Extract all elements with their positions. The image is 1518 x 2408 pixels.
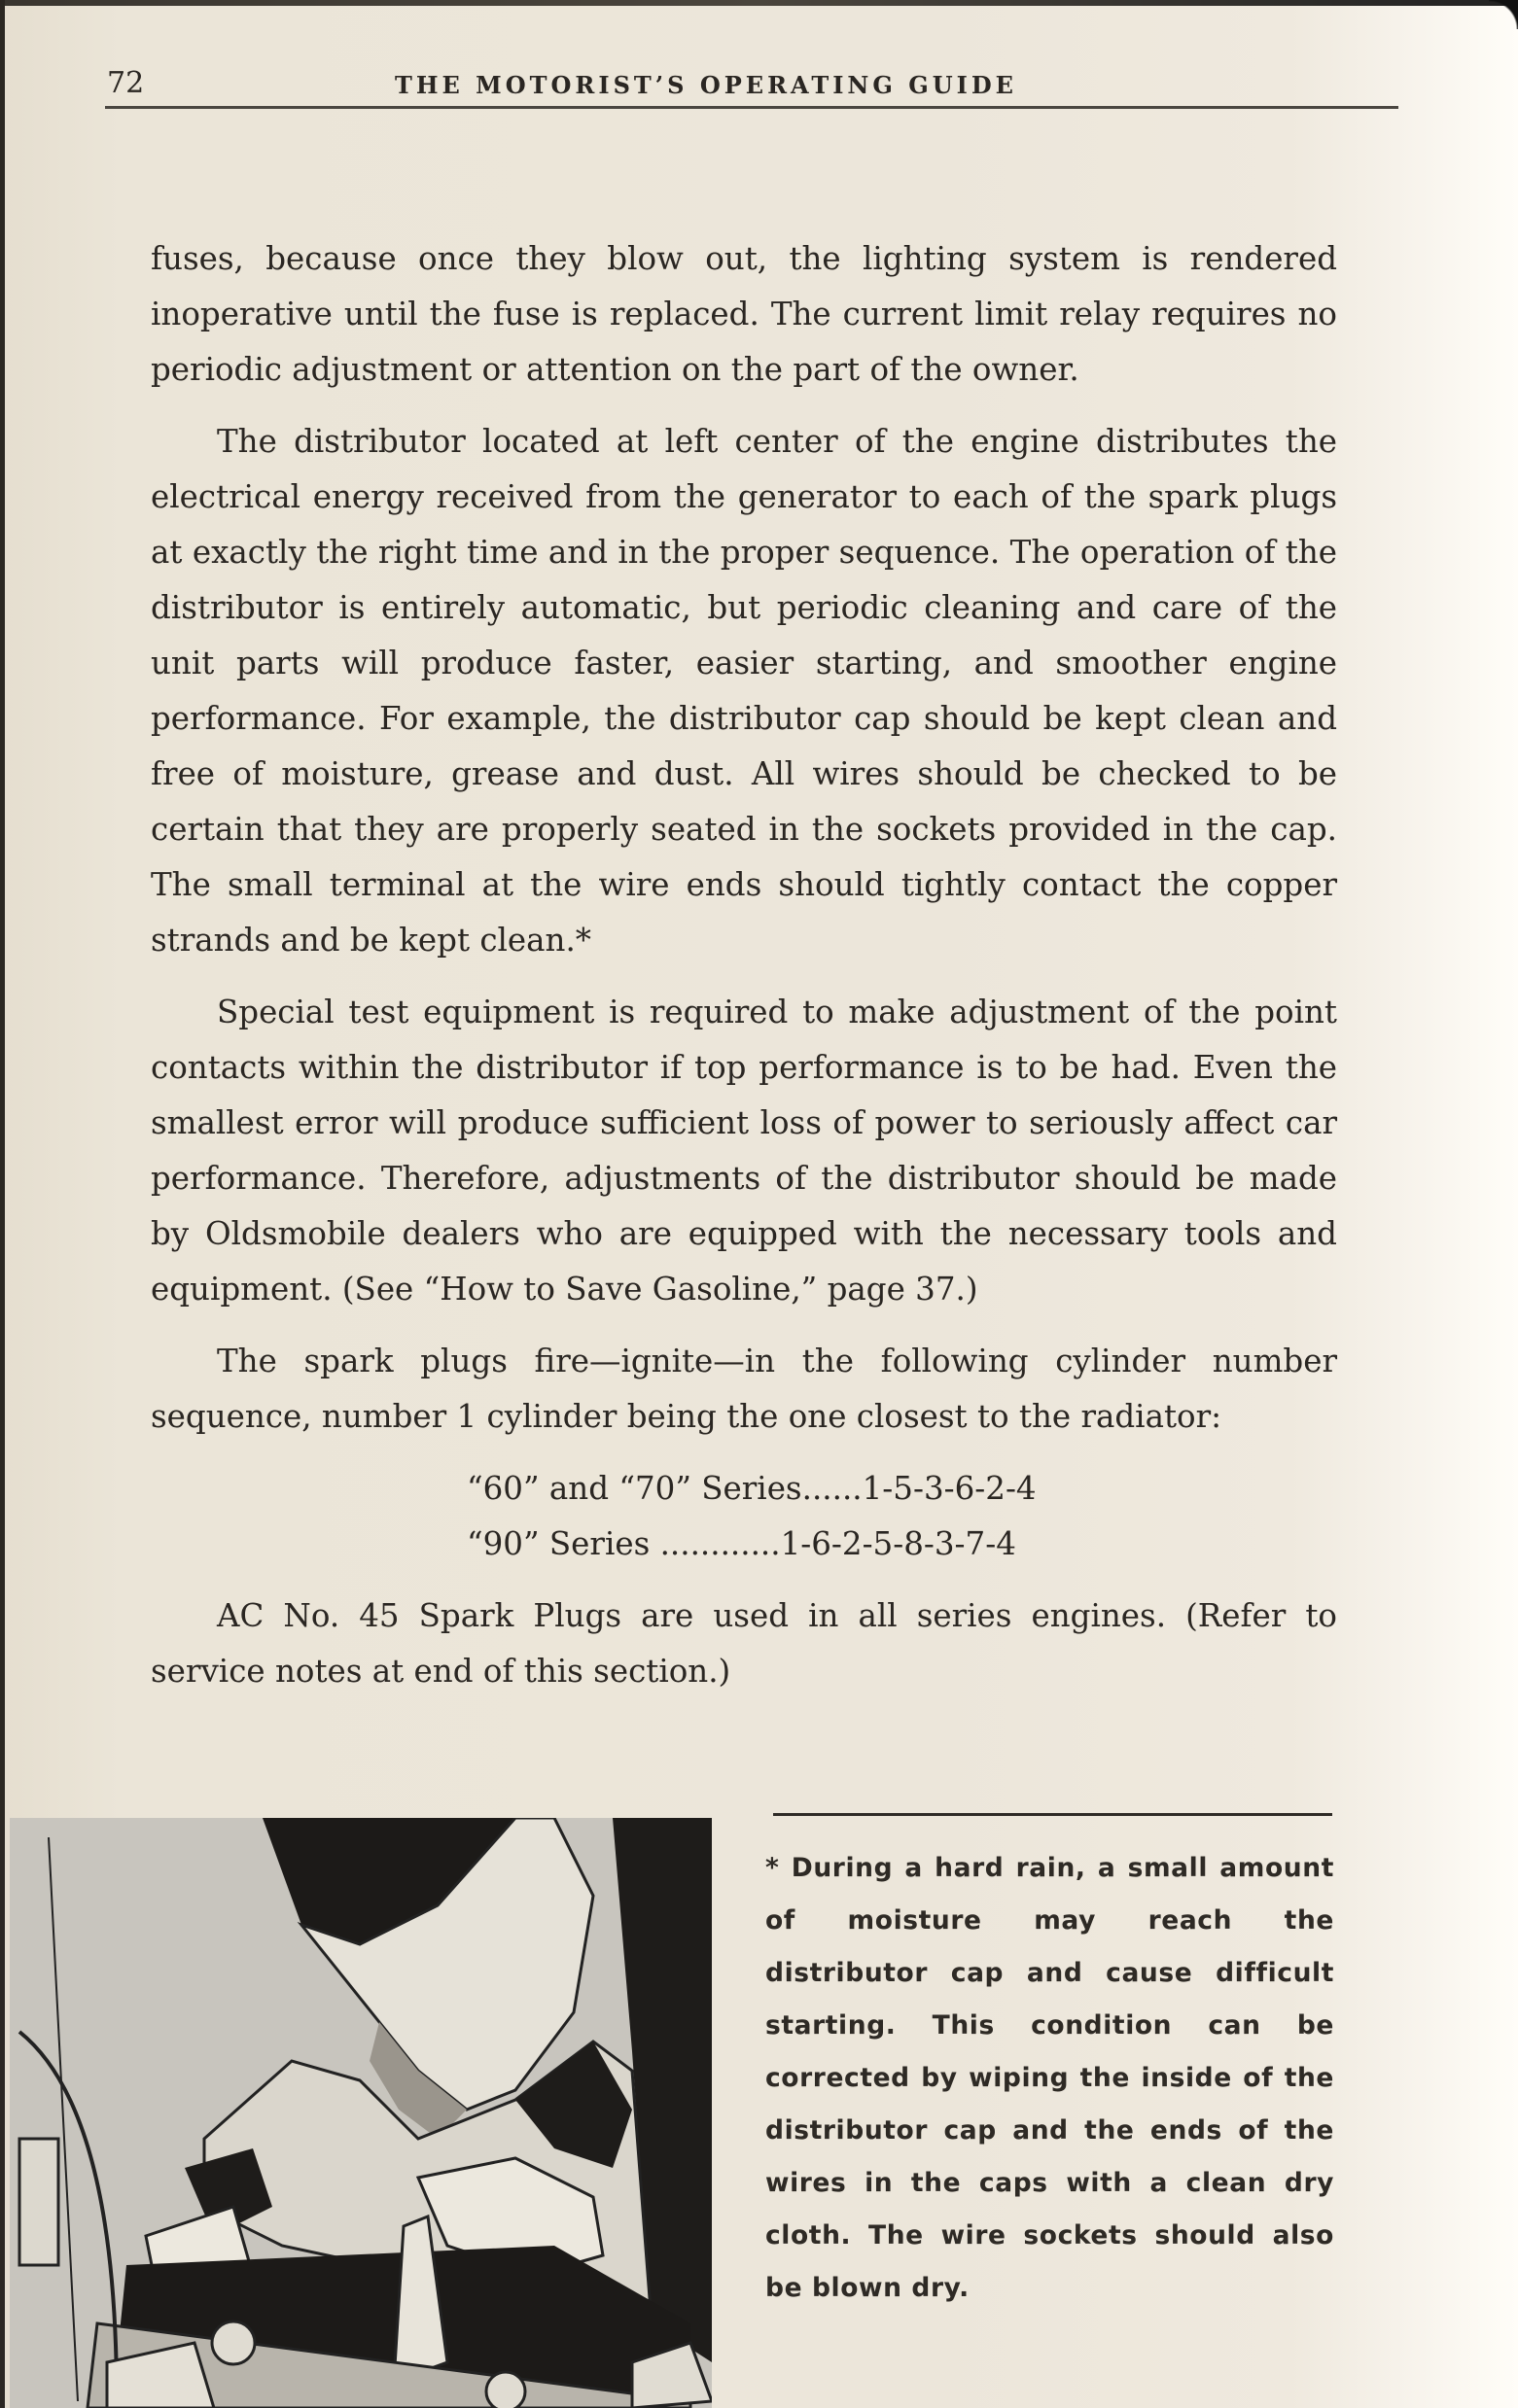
illustration-drawing xyxy=(10,1818,712,2408)
series-label: “60” and “70” Series xyxy=(467,1470,802,1507)
paragraph-test-equipment: Special test equipment is required to make adjustment of the point contacts within the distributor if top performance is to be had. Even the smallest error will produce sufficient loss of power to seriously affect car performance. Therefore, adjustments of the distributor should be made by Oldsmobile dealers who are equipped with the necessary tools and equipment. (See “How to Save Gasoline,” page 37.) xyxy=(151,994,1337,1308)
header-rule xyxy=(105,106,1398,109)
firing-order-value: 1-6-2-5-8-3-7-4 xyxy=(780,1525,1016,1562)
footnote: * During a hard rain, a small amount of moisture may reach the distributor cap and cause difficult starting. This condition can be corrected by wiping the inside of the distributor cap and the ends of the wires in the caps with a clean dry cloth. The wire sockets should also be blown dry. xyxy=(765,1853,1334,2303)
dot-leader: ............ xyxy=(659,1525,781,1562)
running-head: THE MOTORIST’S OPERATING GUIDE xyxy=(395,71,1017,99)
firing-order-row xyxy=(467,1461,1337,1517)
body-text xyxy=(151,231,1337,1716)
firing-order-table xyxy=(151,1461,1337,1572)
firing-order-row xyxy=(467,1517,1337,1572)
paragraph-distributor: The distributor located at left center of the engine distributes the electrical energy received from the generator to each of the spark plugs at exactly the right time and in the proper sequence. The operation of the distributor is entirely automatic, but periodic cleaning and care of the unit parts will produce faster, easier starting, and smoother engine performance. For example, the distributor cap should be kept clean and free of moisture, grease and dust. All wires should be checked to be certain that they are properly seated in the sockets provided in the cap. The small terminal at the wire ends should tightly contact the copper strands and be kept clean.* xyxy=(151,423,1337,959)
paragraph-spark-plugs: AC No. 45 Spark Plugs are used in all series engines. (Refer to service notes at end of this section.) xyxy=(151,1597,1337,1690)
footnote-rule xyxy=(773,1813,1332,1816)
page-corner-shadow xyxy=(1489,0,1518,29)
dot-leader: ...... xyxy=(801,1470,863,1507)
series-label: “90” Series xyxy=(467,1525,660,1562)
firing-order-value: 1-5-3-6-2-4 xyxy=(862,1470,1037,1507)
page-top-edge xyxy=(0,0,1518,6)
page-left-edge xyxy=(0,0,5,2408)
page-header xyxy=(105,60,1398,109)
paragraph-firing-sequence: The spark plugs fire—ignite—in the following cylinder number sequence, number 1 cylinder being the one closest to the radiator: xyxy=(151,1343,1337,1435)
page-number: 72 xyxy=(107,66,145,100)
paragraph-continuation: fuses, because once they blow out, the lighting system is rendered inoperative until the fuse is replaced. The current limit relay requires no periodic adjustment or attention on the part of the owner. xyxy=(151,240,1337,388)
mechanic-illustration xyxy=(10,1818,712,2408)
